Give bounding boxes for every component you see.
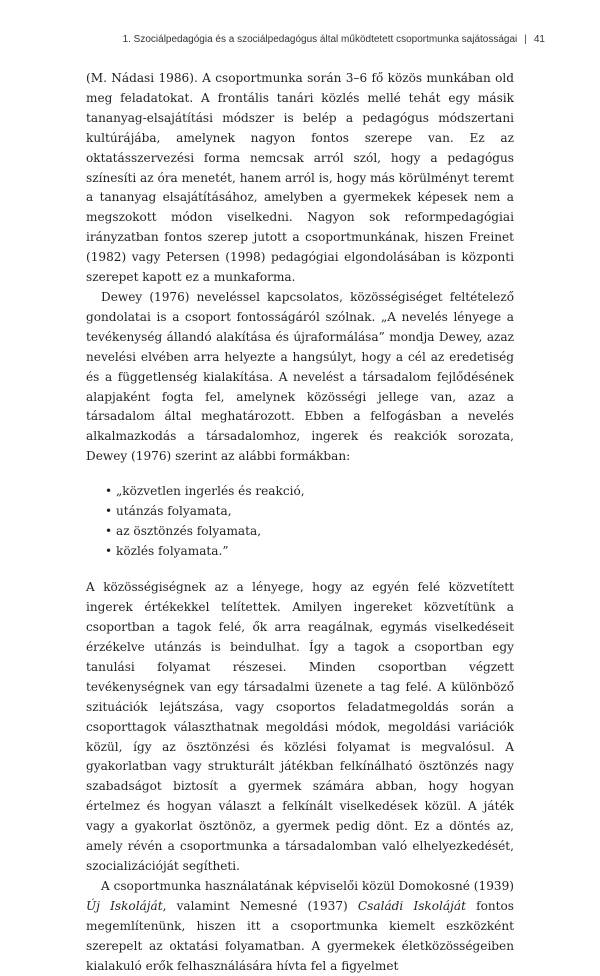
paragraph-4 (86, 877, 514, 976)
running-header (60, 34, 545, 45)
bullet-item: • közlés folyamata.” (116, 542, 514, 562)
page-number: 41 (533, 34, 545, 45)
paragraph-4-text-b: , valamint Nemesné (1937) (162, 898, 358, 913)
bullet-item: • utánzás folyamata, (116, 502, 514, 522)
paragraph-4-text-c: fontos megemlítenünk, hiszen itt a csoportmunka kiemelt eszközként szerepelt az oktatási folyamatban. A gyermekek életközösségeiben kialakuló erők felhasználására hívta fel a figyelmet (86, 898, 514, 973)
book-title-uj-iskola: Új Iskoláját (86, 898, 163, 913)
book-title-csaladi-iskola: Családi Iskoláját (357, 898, 466, 913)
paragraph-3: A közösségiségnek az a lényege, hogy az egyén felé közvetített ingerek értékekkel telítettek. Amilyen ingereket közvetítünk a csoportban a tagok felé, ők arra reagálnak, egymás viselkedéseit érzékelve utánzás is beindulhat. Így a tagok a csoportban egy tanulási folyamat részesei. Minden csoportban végzett tevékenységnek van egy társadalmi üzenete a tag felé. A különböző szituációk lejátszása, vagy csoportos feladatmegoldás során a csoporttagok választhatnak megoldási módok, megoldási variációk közül, így az ösztönzési és közlési folyamat is megvalósul. A gyakorlatban vagy strukturált játékban felkínálható ösztönzés nagy szabadságot biztosít a gyermek számára abban, hogy hogyan értelmez és hogyan választ a felkínált viselkedések közül. A játék vagy a gyakorlat ösztönöz, a gyermek pedig dönt. Ez a döntés az, amely révén a csoportmunka a társadalomban való elhelyezkedését, szocializációját segítheti. (86, 580, 514, 873)
header-separator: | (524, 34, 527, 45)
paragraph-1: (M. Nádasi 1986). A csoportmunka során 3–6 fő közös munkában old meg feladatokat. A frontális tanári közlés mellé tehát egy másik tananyag-elsajátítási módszer is belép a pedagógus módszertani kultúrájába, amelynek nagyon fontos szerepe van. Ez az oktatásszervezési forma nemcsak arról szól, hogy a pedagógus színesíti az óra menetét, hanem arról is, hogy más körülményt teremt a tananyag elsajátításához, amelyben a gyermekek képesek nem a megszokott módon viselkedni. Nagyon sok reformpedagógiai irányzatban fontos szerep jutott a csoportmunkának, hiszen Freinet (1982) vagy Petersen (1998) pedagógiai elgondolásában is központi szerepet kapott ez a munkaforma. (86, 71, 514, 285)
body-text (86, 69, 514, 976)
bullet-list (86, 482, 514, 561)
bullet-item: • „közvetlen ingerlés és reakció, (116, 482, 514, 502)
paragraph-2: Dewey (1976) neveléssel kapcsolatos, közösségiséget feltételező gondolatai is a csoport fontosságáról szólnak. „A nevelés lényege a tevékenység állandó alakítása és újraformálása” mondja Dewey, azaz nevelési elvében arra helyezte a hangsúlyt, hogy a cél az eredetiség és a függetlenség kialakítása. A nevelést a társadalom fejlődésének alapjaként fogta fel, amelynek közösségi jellege van, azaz a társadalom által meghatározott. Ebben a felfogásban a nevelés alkalmazkodás a társadalomhoz, ingerek és reakciók sorozata, Dewey (1976) szerint az alábbi formákban: (86, 289, 514, 464)
chapter-title: 1. Szociálpedagógia és a szociálpedagógus által működtetett csoportmunka sajátosságai (122, 34, 518, 45)
paragraph-4-text-a: A csoportmunka használatának képviselői közül Domokosné (1939) (101, 878, 515, 893)
bullet-item: • az ösztönzés folyamata, (116, 522, 514, 542)
